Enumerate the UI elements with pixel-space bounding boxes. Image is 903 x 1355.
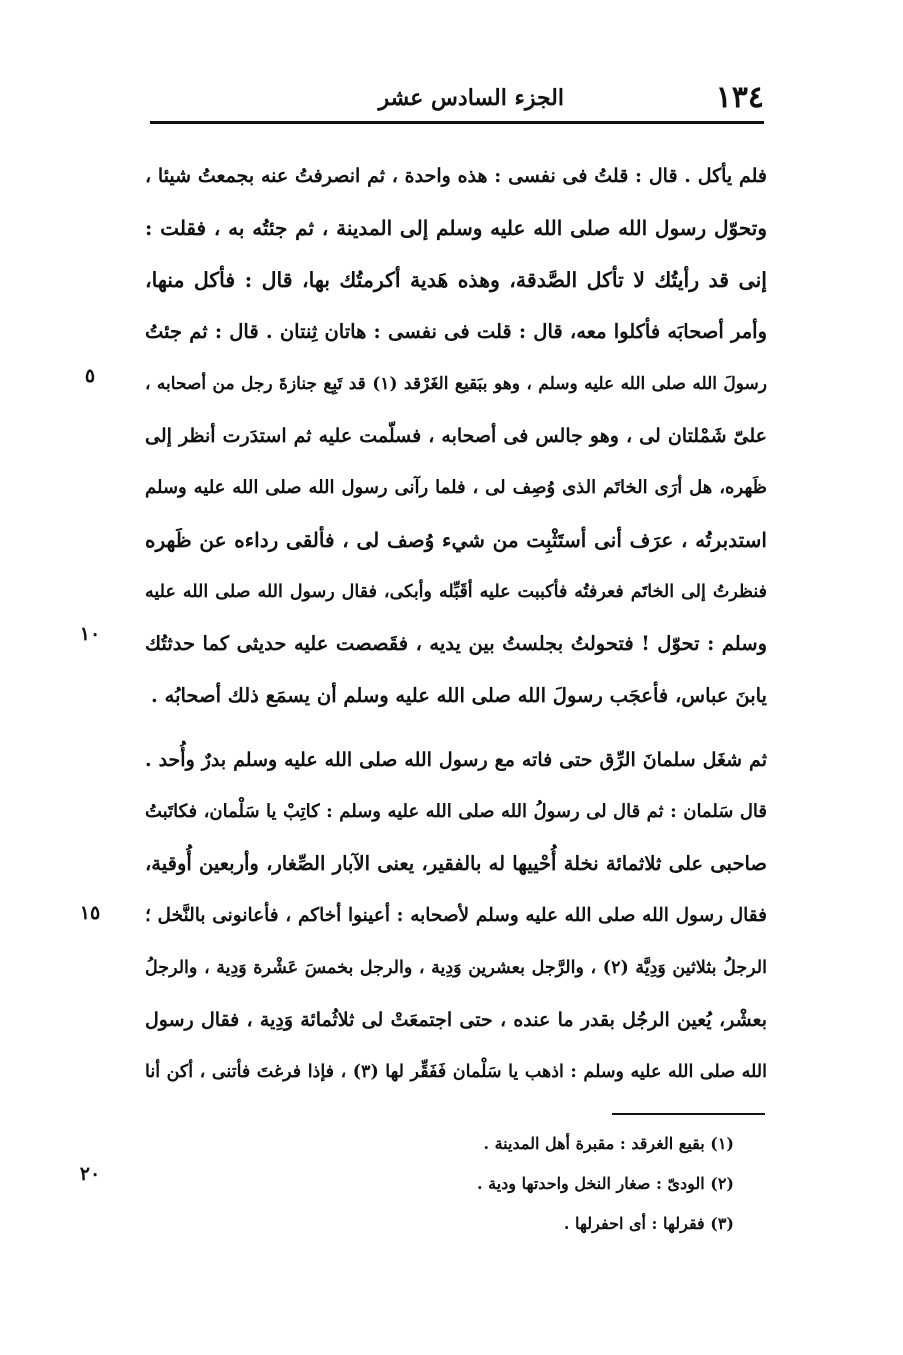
- footnote: (٣) فقرلها : أى احفرلها .: [563, 1214, 734, 1233]
- text-line: فقال رسول الله صلى الله عليه وسلم لأصحابه : أعينوا أخاكم ، فأعانونى بالنَّخل ؛: [145, 905, 767, 926]
- running-title: الجزء السادس عشر: [378, 85, 564, 111]
- text-line: صاحبى على ثلاثمائة نخلة أُحْييها له بالفقير، يعنى الآبار الصِّغار، وأربعين أُوقية،: [145, 852, 767, 875]
- page-header: [150, 78, 764, 118]
- text-line: وأمر أصحابَه فأكلوا معه، قال : قلت فى نفسى : هاتان ثِنتان . قال : ثم جئتُ: [145, 320, 767, 343]
- text-line: بعشْر، يُعين الرجُل بقدر ما عنده ، حتى اجتمعَتْ لى ثلاثُمائة وَدِية ، فقال رسول: [145, 1009, 767, 1031]
- header-rule: [150, 121, 764, 124]
- main-text: [145, 150, 767, 1098]
- text-line: قال سَلمان : ثم قال لى رسولُ الله صلى الله عليه وسلم : كاتِبْ يا سَلْمان، فكاتَبتُ: [145, 801, 767, 822]
- margin-number: ١٥: [79, 902, 101, 924]
- text-line: الرجلُ بثلاثين وَدِيَّة (٢) ، والرَّجل بعشرين وَدِية ، والرجل بخمسَ عَشْرة وَدِية ، والرجلُ: [145, 958, 767, 978]
- text-line: ظَهره، هل أرَى الخاتَم الذى وُصِف لى ، فلما رآنى رسول الله صلى الله عليه وسلم: [145, 477, 767, 498]
- page-number: ١٣٤: [715, 80, 764, 115]
- text-line: استدبرتُه ، عرَف أنى أستَثْبِت من شيء وُصف لى ، فألقى رداءه عن ظَهره: [145, 528, 767, 552]
- margin-number: ١٠: [79, 623, 101, 645]
- margin-number: ٢٠: [79, 1163, 101, 1185]
- footnote-rule: [612, 1113, 765, 1115]
- text-line: ثم شغَل سلمانَ الرِّق حتى فاته مع رسول الله صلى الله عليه وسلم بدرٌ وأُحد .: [145, 749, 767, 771]
- footnote: (١) بقيع الغرقد : مقبرة أهل المدينة .: [483, 1134, 734, 1153]
- text-line: إنى قد رأيتُك لا تأكل الصَّدقة، وهذه هَدية أكرمتُك بها، قال : فأكل منها،: [145, 268, 767, 292]
- footnote: (٢) الودىّ : صغار النخل واحدتها ودية .: [477, 1174, 734, 1193]
- text-line: علىّ شَمْلتان لى ، وهو جالس فى أصحابه ، فسلّمت عليه ثم استدَرت أنظر إلى: [145, 425, 767, 447]
- margin-number: ٥: [84, 365, 96, 387]
- text-line: وسلم : تحوّل ! فتحولتُ بجلستُ بين يديه ، فقَصصت عليه حديثى كما حدثتُك: [145, 632, 767, 655]
- text-line: الله صلى الله عليه وسلم : اذهب يا سَلْمان فَفَقِّر لها (٣) ، فإذا فرغتَ فأتنى ، أكن أنا: [145, 1062, 767, 1082]
- footnotes: [300, 1124, 734, 1244]
- text-line: فلم يأكل . قال : قلتُ فى نفسى : هذه واحدة ، ثم انصرفتُ عنه بجمعتُ شيئا ،: [145, 165, 767, 187]
- paragraph-gap: [145, 722, 767, 734]
- text-line: يابنَ عباس، فأعجَب رسولَ الله صلى الله عليه وسلم أن يسمَع ذلك أصحابُه .: [151, 684, 767, 707]
- text-line: رسولَ الله صلى الله عليه وسلم ، وهو ببَقيع الغَرْقد (١) قد تَبِع جنازةَ رجل من أصحابه ،: [145, 374, 767, 394]
- text-line: وتحوّل رسول الله صلى الله عليه وسلم إلى المدينة ، ثم جئتُه به ، فقلت :: [145, 216, 767, 240]
- text-line: فنظرتُ إلى الخاتَم فعرفتُه فأكببت عليه أقَبِّله وأبكى، فقال رسول الله صلى الله عليه: [145, 582, 767, 602]
